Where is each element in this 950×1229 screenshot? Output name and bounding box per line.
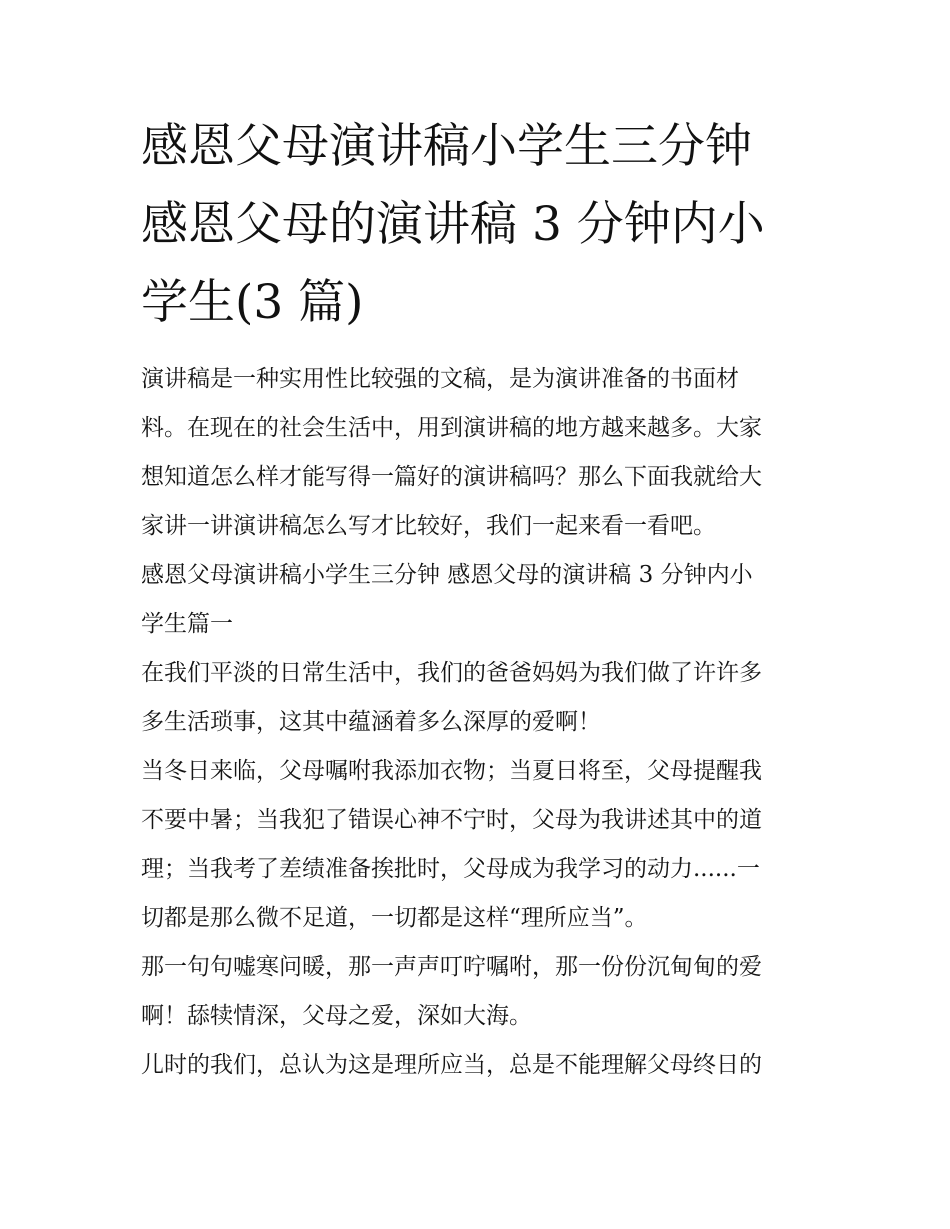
title-line-2: 感恩父母的演讲稿 3 分钟内小 [141, 197, 765, 252]
section-heading [141, 551, 821, 649]
text-line: 啊！舔犊情深，父母之爱，深如大海。 [141, 1003, 532, 1029]
text-line: 想知道怎么样才能写得一篇好的演讲稿吗？那么下面我就给大 [141, 464, 762, 490]
body-paragraph [141, 943, 821, 1041]
text-line: 不要中暑；当我犯了错误心神不宁时，父母为我讲述其中的道 [141, 807, 762, 833]
text-line: 学生篇一 [141, 611, 233, 637]
text-line: 当冬日来临，父母嘱咐我添加衣物；当夏日将至，父母提醒我 [141, 758, 762, 784]
intro-paragraph [141, 355, 821, 551]
text-line: 多生活琐事，这其中蕴涵着多么深厚的爱啊！ [141, 709, 601, 735]
body-paragraph [141, 1041, 821, 1090]
title-line-1: 感恩父母演讲稿小学生三分钟 [141, 119, 752, 174]
text-line: 那一句句嘘寒问暖，那一声声叮咛嘱咐，那一份份沉甸甸的爱 [141, 954, 762, 980]
text-line: 演讲稿是一种实用性比较强的文稿，是为演讲准备的书面材 [141, 366, 739, 392]
text-line: 在我们平淡的日常生活中，我们的爸爸妈妈为我们做了许许多 [141, 660, 762, 686]
body-paragraph [141, 747, 821, 943]
text-line: 理；当我考了差绩准备挨批时，父母成为我学习的动力......一 [141, 856, 760, 882]
text-line: 料。在现在的社会生活中，用到演讲稿的地方越来越多。大家 [141, 415, 762, 441]
text-line: 切都是那么微不足道，一切都是这样“理所应当”。 [141, 905, 648, 931]
text-line: 感恩父母演讲稿小学生三分钟 感恩父母的演讲稿 3 分钟内小 [141, 562, 753, 588]
document-title [141, 108, 821, 342]
document-body [141, 355, 821, 1090]
text-line: 儿时的我们，总认为这是理所应当，总是不能理解父母终日的 [141, 1052, 762, 1078]
body-paragraph [141, 649, 821, 747]
title-line-3: 学生(3 篇) [141, 275, 364, 330]
text-line: 家讲一讲演讲稿怎么写才比较好，我们一起来看一看吧。 [141, 513, 716, 539]
